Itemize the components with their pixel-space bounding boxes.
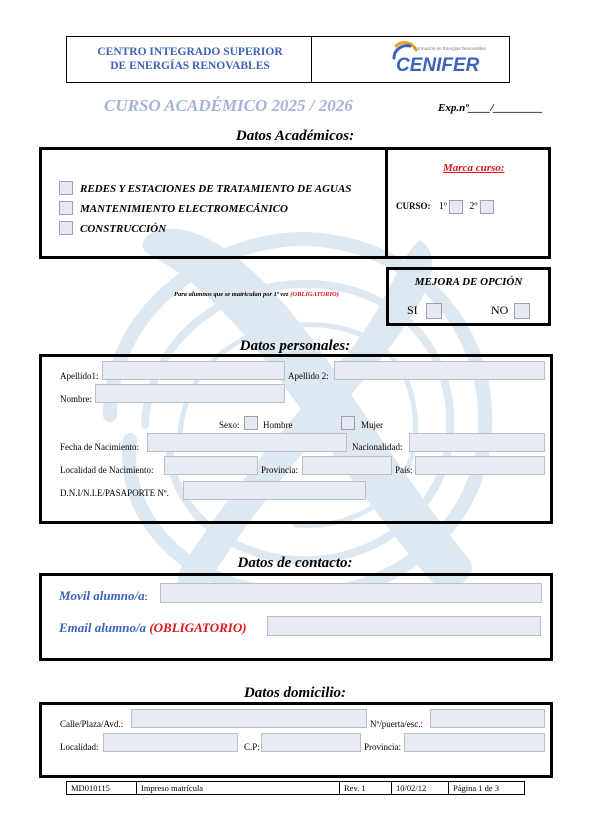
course-label: MANTENIMIENTO ELECTROMECÁNICO (80, 203, 288, 215)
movil-label-text: Movil alumno/a (59, 588, 145, 603)
cenifer-logo-graphic (392, 38, 504, 80)
footer-doc-name: Impreso matrícula (137, 782, 340, 794)
mujer-checkbox[interactable] (341, 416, 355, 430)
nombre-field[interactable] (95, 384, 285, 403)
logo-tagline: Formación en Energías Renovables (414, 46, 486, 51)
email-field[interactable] (267, 616, 541, 636)
dni-field[interactable] (183, 481, 366, 500)
hombre-checkbox[interactable] (244, 416, 258, 430)
pais-label: País: (395, 465, 413, 475)
curso-selector (396, 200, 494, 214)
course-list (59, 179, 351, 239)
movil-label: Movil alumno/a: (59, 588, 148, 603)
mejora-yes-checkbox[interactable] (426, 303, 442, 319)
footer-date: 10/02/12 (392, 782, 449, 794)
logo-name: CENIFER (396, 55, 480, 76)
institution-line-2: DE ENERGÍAS RENOVABLES (110, 60, 270, 72)
nacionalidad-label: Nacionalidad: (352, 442, 403, 452)
header-divider (311, 36, 312, 83)
fecha-nacimiento-label: Fecha de Nacimiento: (60, 442, 139, 452)
footer-revision: Rev. 1 (340, 782, 392, 794)
mujer-label: Mujer (361, 420, 383, 430)
calle-label: Calle/Plaza/Avd.: (60, 719, 124, 729)
email-label (59, 620, 247, 636)
institution-line-1: CENTRO INTEGRADO SUPERIOR (97, 46, 283, 58)
calle-field[interactable] (131, 709, 367, 728)
apellido2-label: Apellido 2: (288, 371, 329, 381)
numero-field[interactable] (430, 709, 545, 728)
marca-curso-label: Marca curso: (443, 162, 505, 174)
dni-label: D.N.I/N.I.E/PASAPORTE Nº. (60, 488, 169, 498)
mejora-yes-option (407, 303, 442, 319)
second-year-checkbox[interactable] (480, 200, 494, 214)
localidad-nacimiento-label: Localidad de Nacimiento: (60, 465, 154, 475)
course-checkbox[interactable] (59, 181, 73, 195)
cenifer-logo (392, 38, 504, 80)
course-row (59, 219, 351, 239)
apellido1-field[interactable] (102, 361, 285, 380)
personal-section-title: Datos personales: (239, 338, 351, 354)
provincia-field[interactable] (302, 456, 392, 475)
mejora-no-checkbox[interactable] (514, 303, 530, 319)
address-provincia-label: Provincia: (364, 742, 401, 752)
mejora-yes-label: SI (407, 303, 418, 317)
footer-table (66, 781, 525, 795)
localidad-label: Localidad: (60, 742, 99, 752)
first-year-label: 1º (438, 201, 447, 213)
hombre-label: Hombre (263, 420, 293, 430)
course-checkbox[interactable] (59, 201, 73, 215)
academic-section-title: Datos Académicos: (235, 128, 355, 144)
mejora-note-required: (OBLIGATORIO) (290, 291, 339, 298)
address-provincia-field[interactable] (404, 733, 545, 752)
course-checkbox[interactable] (59, 221, 73, 235)
localidad-field[interactable] (103, 733, 238, 752)
sexo-label: Sexo: (219, 420, 240, 430)
email-label-text: Email alumno/a (59, 620, 147, 635)
course-row (59, 199, 351, 219)
footer-page: Página 1 de 3 (453, 783, 500, 793)
pais-field[interactable] (415, 456, 545, 475)
contact-section-title: Datos de contacto: (237, 555, 353, 571)
provincia-label: Provincia: (261, 465, 298, 475)
footer-code: MD010115 (67, 782, 137, 794)
mejora-no-option (491, 303, 530, 319)
first-year-checkbox[interactable] (449, 200, 463, 214)
mejora-no-label: NO (491, 303, 509, 317)
apellido2-field[interactable] (334, 361, 545, 380)
numero-label: Nº/puerta/esc.: (370, 719, 424, 729)
address-section-title: Datos domicilio: (243, 685, 347, 701)
apellido1-label: Apellido1: (60, 371, 99, 381)
course-label: CONSTRUCCIÓN (80, 223, 167, 235)
localidad-nacimiento-field[interactable] (164, 456, 258, 475)
nombre-label: Nombre: (60, 394, 92, 404)
mejora-title: MEJORA DE OPCIÓN (414, 276, 523, 288)
expedient-number: Exp.nº____/_________ (438, 102, 544, 114)
second-year-label: 2º (469, 201, 478, 213)
course-label: REDES Y ESTACIONES DE TRATAMIENTO DE AGUAS (80, 183, 352, 195)
academic-box-divider (385, 147, 388, 259)
mejora-note (174, 291, 339, 298)
academic-year: CURSO ACADÉMICO 2025 / 2026 (104, 96, 353, 115)
cp-label: C.P: (244, 742, 260, 752)
curso-label: CURSO: (396, 201, 431, 212)
email-required: (OBLIGATORIO) (149, 620, 247, 635)
institution-name (70, 45, 310, 73)
course-row (59, 179, 351, 199)
cp-field[interactable] (261, 733, 361, 752)
nacionalidad-field[interactable] (409, 433, 545, 452)
movil-field[interactable] (160, 583, 542, 603)
fecha-nacimiento-field[interactable] (147, 433, 347, 452)
mejora-note-text: Para alumnos que se matriculan por 1ª vez (174, 291, 291, 298)
